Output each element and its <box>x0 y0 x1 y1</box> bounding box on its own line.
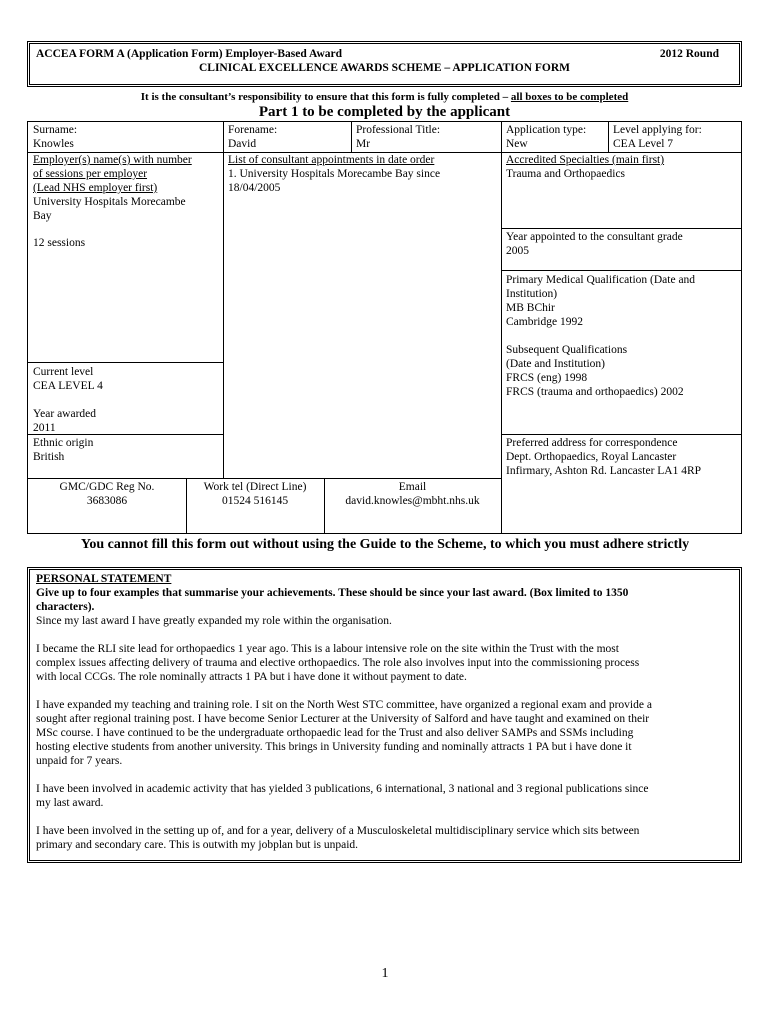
statement-line: with local CCGs. The role nominally attracts 1 PA but i have done it without payment to date. <box>36 671 467 683</box>
year-appointed-value[interactable]: 2005 <box>506 245 529 257</box>
pmq-value-1[interactable]: MB BChir <box>506 302 555 314</box>
statement-line: I became the RLI site lead for orthopaedics 1 year ago. This is a labour intensive role on the site within the Trust with the most <box>36 643 619 655</box>
guide-warning: You cannot fill this form out without using the Guide to the Scheme, to which you must adhere strictly <box>80 537 690 552</box>
address-label: Preferred address for correspondence <box>506 437 678 449</box>
personal-statement-box[interactable] <box>27 567 742 863</box>
subq-label-2: (Date and Institution) <box>506 358 606 370</box>
employer-value-1[interactable]: University Hospitals Morecambe <box>33 196 186 208</box>
form-title: ACCEA FORM A (Application Form) Employer-Based Award <box>36 48 343 60</box>
work-tel-cell <box>186 479 324 508</box>
responsibility-emphasis: all boxes to be completed <box>510 91 629 103</box>
surname-cell <box>28 122 223 151</box>
employer-label-3: (Lead NHS employer first) <box>33 182 158 194</box>
app-type-label: Application type: <box>506 124 587 136</box>
title-value[interactable]: Mr <box>356 138 371 150</box>
appointments-cell <box>223 152 501 195</box>
email-label: Email <box>398 481 427 493</box>
statement-line: I have been involved in academic activity that has yielded 3 publications, 6 international, 3 national and 3 regional publications since <box>36 783 649 795</box>
statement-line <box>36 768 733 782</box>
specialties-cell <box>501 152 742 181</box>
statement-line: MSc course. I have continued to be the undergraduate orthopaedic lead for the Trust and also deliver SAMPs and SSMs including <box>36 727 634 739</box>
employer-label-1: Employer(s) name(s) with number <box>33 154 192 166</box>
statement-line: sought after regional training post. I have become Senior Lecturer at the University of Salford and have taught and examined on their <box>36 713 650 725</box>
level-cell <box>608 122 742 151</box>
statement-instruction-2: characters). <box>36 601 95 613</box>
subq-value-2[interactable]: FRCS (trauma and orthopaedics) 2002 <box>506 386 684 398</box>
sessions-value[interactable]: 12 sessions <box>33 237 86 249</box>
employer-cell <box>28 152 223 250</box>
worktel-label: Work tel (Direct Line) <box>203 481 307 493</box>
reg-no-cell <box>28 479 186 508</box>
subq-value-1[interactable]: FRCS (eng) 1998 <box>506 372 588 384</box>
ethnic-value[interactable]: British <box>33 451 65 463</box>
statement-line: I have been involved in the setting up of, and for a year, delivery of a Musculoskeletal multidisciplinary service which sits between <box>36 825 640 837</box>
surname-label: Surname: <box>33 124 78 136</box>
ethnic-label: Ethnic origin <box>33 437 94 449</box>
statement-line <box>36 684 733 698</box>
employer-label-2: of sessions per employer <box>33 168 148 180</box>
statement-heading: PERSONAL STATEMENT <box>36 573 172 585</box>
level-value[interactable]: CEA Level 7 <box>613 138 674 150</box>
applicant-details-table <box>27 121 742 534</box>
app-type-value[interactable]: New <box>506 138 528 150</box>
forename-value[interactable]: David <box>228 138 257 150</box>
title-cell <box>351 122 501 151</box>
address-cell <box>501 435 742 478</box>
year-appointed-label: Year appointed to the consultant grade <box>506 231 683 243</box>
reg-label: GMC/GDC Reg No. <box>59 481 155 493</box>
appointments-label: List of consultant appointments in date order <box>228 154 435 166</box>
year-appointed-cell <box>501 229 742 258</box>
address-value-1[interactable]: Dept. Orthopaedics, Royal Lancaster <box>506 451 677 463</box>
address-value-2[interactable]: Infirmary, Ashton Rd. Lancaster LA1 4RP <box>506 465 702 477</box>
forename-label: Forename: <box>228 124 278 136</box>
form-subtitle: CLINICAL EXCELLENCE AWARDS SCHEME – APPLICATION FORM <box>198 62 571 74</box>
year-awarded-label: Year awarded <box>33 408 97 420</box>
pmq-label-2: Institution) <box>506 288 558 300</box>
statement-text[interactable] <box>36 614 733 852</box>
year-awarded-value[interactable]: 2011 <box>33 422 56 434</box>
part1-title: Part 1 to be completed by the applicant <box>258 104 511 120</box>
specialties-label: Accredited Specialties (main first) <box>506 154 665 166</box>
worktel-value[interactable]: 01524 516145 <box>221 495 289 507</box>
specialties-value[interactable]: Trauma and Orthopaedics <box>506 168 626 180</box>
statement-line: unpaid for 7 years. <box>36 755 123 767</box>
statement-line: hosting elective students from another university. This brings in University funding and nominally attracts 1 PA but i have done it <box>36 741 632 753</box>
reg-value[interactable]: 3683086 <box>86 495 128 507</box>
statement-line <box>36 628 733 642</box>
statement-line <box>36 810 733 824</box>
statement-line: my last award. <box>36 797 104 809</box>
app-type-cell <box>501 122 608 151</box>
appointments-value-2[interactable]: 18/04/2005 <box>228 182 281 194</box>
current-level-label: Current level <box>33 366 94 378</box>
responsibility-note <box>27 90 742 104</box>
qualifications-cell <box>501 272 742 399</box>
statement-line: Since my last award I have greatly expanded my role within the organisation. <box>36 615 392 627</box>
title-label: Professional Title: <box>356 124 441 136</box>
current-level-cell <box>28 364 223 435</box>
statement-line: complex issues affecting delivery of trauma and elective orthopaedics. The role also involves input into the commissioning process <box>36 657 640 669</box>
statement-instruction-1: Give up to four examples that summarise your achievements. These should be since your last award. (Box limited to 1350 <box>36 587 629 599</box>
pmq-value-2[interactable]: Cambridge 1992 <box>506 316 583 328</box>
surname-value[interactable]: Knowles <box>33 138 74 150</box>
appointments-value-1[interactable]: 1. University Hospitals Morecambe Bay since <box>228 168 441 180</box>
statement-line: primary and secondary care. This is outwith my jobplan but is unpaid. <box>36 839 359 851</box>
page-number: 1 <box>381 966 389 981</box>
level-label: Level applying for: <box>613 124 702 136</box>
ethnic-origin-cell <box>28 435 223 464</box>
forename-cell <box>223 122 351 151</box>
responsibility-text: It is the consultant’s responsibility to ensure that this form is fully completed – <box>140 91 511 103</box>
current-level-value[interactable]: CEA LEVEL 4 <box>33 380 103 392</box>
email-value[interactable]: david.knowles@mbht.nhs.uk <box>345 495 480 507</box>
pmq-label-1: Primary Medical Qualification (Date and <box>506 274 696 286</box>
round-label: 2012 Round <box>659 48 719 60</box>
email-cell <box>324 479 501 508</box>
statement-line: I have expanded my teaching and training role. I sit on the North West STC committee, have organized a regional exam and provide a <box>36 699 652 711</box>
subq-label-1: Subsequent Qualifications <box>506 344 628 356</box>
form-header-box <box>27 41 742 87</box>
employer-value-2[interactable]: Bay <box>33 210 52 222</box>
